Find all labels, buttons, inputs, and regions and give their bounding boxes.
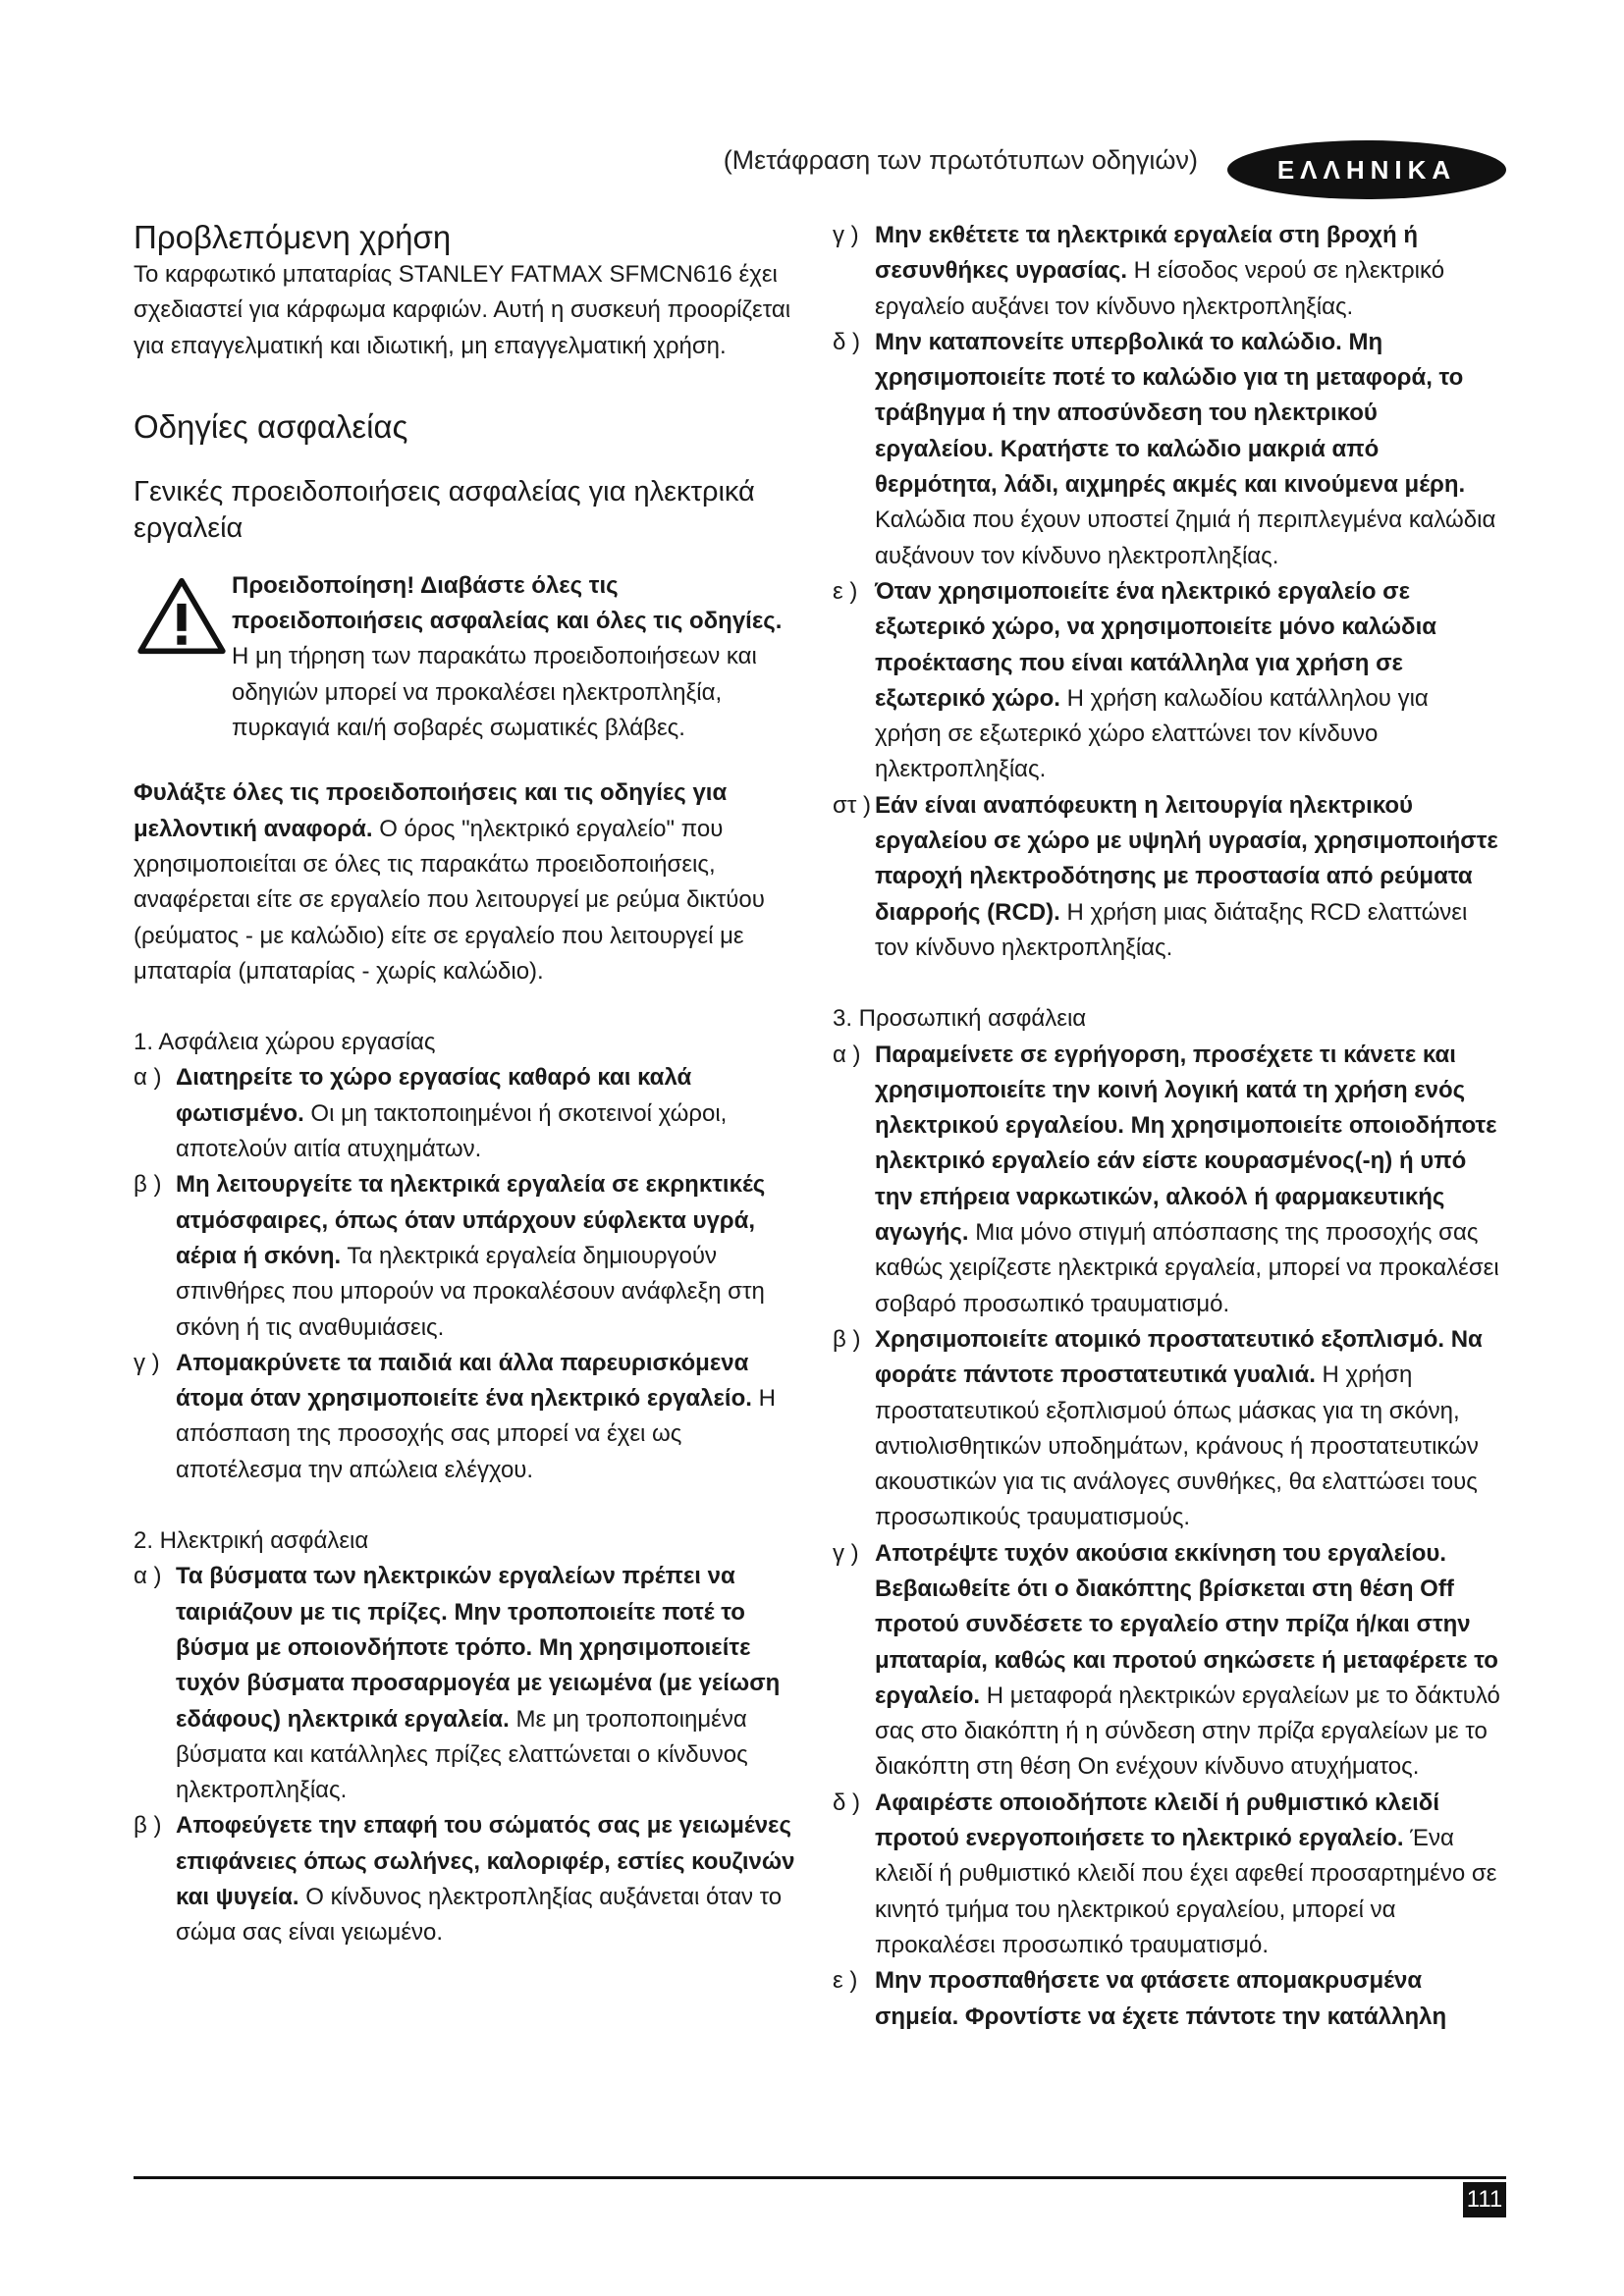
- list-item: [833, 1786, 1500, 1963]
- item-bold: Μην εκθέτετε τα ηλεκτρικά εργαλεία στη βροχή ή σεσυνθήκες υγρασίας.: [875, 222, 1418, 285]
- item-bold: Όταν χρησιμοποιείτε ένα ηλεκτρικό εργαλείο σε εξωτερικό χώρο, να χρησιμοποιείτε μόνο καλώδια προέκτασης που είναι κατάλληλα για χρήση σε εξωτερικό χώρο.: [875, 577, 1437, 712]
- list-item: [134, 1808, 801, 1950]
- item-bold: Παραμείνετε σε εγρήγορση, προσέχετε τι κάνετε και χρησιμοποιείτε την κοινή λογική κατά τη χρήση ενός ηλεκτρικού εργαλείου. Μη χρησιμοποιείτε οποιοδήποτε ηλεκτρικό εργαλείο εάν είστε κουρασμένος(-η) ή υπό την επήρεια ναρκωτικών, αλκοόλ ή φαρμακευτικής αγωγής.: [875, 1041, 1497, 1247]
- list-item: [833, 788, 1500, 966]
- warning-block: [134, 568, 801, 746]
- item-text: Οι μη τακτοποιημένοι ή σκοτεινοί χώροι, αποτελούν αιτία ατυχημάτων.: [176, 1099, 728, 1163]
- keep-instructions-text: Ο όρος "ηλεκτρικό εργαλείο" που χρησιμοποιείται σε όλες τις παρακάτω προειδοποιήσεις, αναφέρεται είτε σε εργαλείο που λειτουργεί με ρεύμα δικτύου (ρεύματος - με καλώδιο) είτε σε εργαλείο που λειτουργεί με μπαταρία (μπαταρίας - χωρίς καλώδιο).: [134, 815, 765, 985]
- section-personal-list: [833, 1038, 1500, 2035]
- left-column: [134, 218, 801, 1951]
- warning-triangle-icon: [134, 576, 230, 655]
- list-item: [134, 1167, 801, 1345]
- section-work-area-title: 1. Ασφάλεια χώρου εργασίας: [134, 1029, 436, 1056]
- item-label: γ ): [134, 1349, 160, 1376]
- item-label: ε ): [833, 1967, 858, 1995]
- right-column: [833, 218, 1500, 2035]
- intended-use-text: Το καρφωτικό μπαταρίας STANLEY FATMAX SFMCN616 έχει σχεδιαστεί για κάρφωμα καρφιών. Αυτή η συσκευή προορίζεται για επαγγελματική και ιδιωτική, μη επαγγελματική χρήση.: [134, 261, 791, 359]
- safety-title: Οδηγίες ασφαλείας: [134, 407, 408, 445]
- list-item: [833, 1322, 1500, 1536]
- item-text: Η χρήση καλωδίου κατάλληλου για χρήση σε εξωτερικό χώρο ελαττώνει τον κίνδυνο ηλεκτροπληξίας.: [875, 684, 1429, 783]
- item-text: Η είσοδος νερού σε ηλεκτρικό εργαλείο αυξάνει τον κίνδυνο ηλεκτροπληξίας.: [875, 257, 1445, 320]
- section-electrical-list-left: [134, 1559, 801, 1950]
- item-bold: Αφαιρέστε οποιοδήποτε κλειδί ή ρυθμιστικό κλειδί προτού ενεργοποιήσετε το ηλεκτρικό εργαλείο.: [875, 1789, 1440, 1852]
- item-bold: Εάν είναι αναπόφευκτη η λειτουργία ηλεκτρικού εργαλείου σε χώρο με υψηλή υγρασία, χρησιμοποιήστε παροχή ηλεκτροδότησης με προστασία από ρεύματα διαρροής (RCD).: [875, 791, 1498, 926]
- warning-text: Η μη τήρηση των παρακάτω προειδοποιήσεων και οδηγιών μπορεί να προκαλέσει ηλεκτροπληξία, πυρκαγιά και/ή σοβαρές σωματικές βλάβες.: [232, 643, 757, 742]
- list-item: [833, 1536, 1500, 1786]
- item-text: Η μεταφορά ηλεκτρικών εργαλείων με το δάκτυλό σας στο διακόπτη ή η σύνδεση στην πρίζα εργαλείων με το διακόπτη στη θέση On ενέχουν κίνδυνο ατυχήματος.: [875, 1682, 1500, 1781]
- item-text: Η απόσπαση της προσοχής σας μπορεί να έχει ως αποτέλεσμα την απώλεια ελέγχου.: [176, 1385, 776, 1483]
- keep-instructions-bold: Φυλάξτε όλες τις προειδοποιήσεις και τις οδηγίες για μελλοντική αναφορά.: [134, 779, 728, 842]
- section-electrical-list-right: [833, 218, 1500, 966]
- item-label: β ): [134, 1171, 162, 1199]
- item-text: Μια μόνο στιγμή απόσπασης της προσοχής σας καθώς χειρίζεστε ηλεκτρικά εργαλεία, μπορεί να προκαλέσει σοβαρό προσωπικό τραυματισμό.: [875, 1219, 1499, 1317]
- item-text: Με μη τροποποιημένα βύσματα και κατάλληλες πρίζες ελαττώνεται ο κίνδυνος ηλεκτροπληξίας.: [176, 1705, 748, 1804]
- list-item: [833, 1963, 1500, 2035]
- item-label: β ): [833, 1325, 861, 1353]
- list-item: [833, 574, 1500, 788]
- item-text: Ένα κλειδί ή ρυθμιστικό κλειδί που έχει αφεθεί προσαρτημένο σε κινητό τμήμα του ηλεκτρικού εργαλείου, μπορεί να προκαλέσει προσωπικό τραυματισμό.: [875, 1825, 1497, 1958]
- item-label: ε ): [833, 577, 858, 605]
- footer-divider: [134, 2176, 1506, 2179]
- list-item: [833, 218, 1500, 325]
- item-bold: Μη λειτουργείτε τα ηλεκτρικά εργαλεία σε εκρηκτικές ατμόσφαιρες, όπως όταν υπάρχουν εύφλεκτα υγρά, αέρια ή σκόνη.: [176, 1171, 766, 1269]
- item-text: Η χρήση προστατευτικού εξοπλισμού όπως μάσκας για τη σκόνη, αντιολισθητικών υποδημάτων, κράνους ή προστατευτικών ακουστικών για τις ανάλογες συνθήκες, θα ελαττώσει τους προσωπικούς τραυματισμούς.: [875, 1362, 1479, 1531]
- item-label: α ): [134, 1563, 162, 1590]
- page-number: 111: [1463, 2182, 1506, 2217]
- item-text: Καλώδια που έχουν υποστεί ζημιά ή περιπλεγμένα καλώδια αυξάνουν τον κίνδυνο ηλεκτροπληξίας.: [875, 507, 1496, 569]
- item-bold: Αποτρέψτε τυχόν ακούσια εκκίνηση του εργαλείου. Βεβαιωθείτε ότι ο διακόπτης βρίσκεται στη θέση Off προτού συνδέσετε το εργαλείο στην πρίζα ή/και στην μπαταρία, καθώς και προτού σηκώσετε ή μεταφέρετε το εργαλείο.: [875, 1539, 1498, 1709]
- list-item: [134, 1346, 801, 1488]
- warning-bold: Προειδοποίηση! Διαβάστε όλες τις προειδοποιήσεις ασφαλείας και όλες τις οδηγίες.: [232, 571, 783, 635]
- item-label: δ ): [833, 328, 861, 355]
- item-text: Ο κίνδυνος ηλεκτροπληξίας αυξάνεται όταν το σώμα σας είναι γειωμένο.: [176, 1883, 783, 1947]
- item-label: γ ): [833, 1539, 859, 1567]
- intended-use-title: Προβλεπόμενη χρήση: [134, 219, 452, 255]
- item-label: γ ): [833, 222, 859, 248]
- item-label: β ): [134, 1812, 162, 1840]
- keep-instructions-paragraph: [134, 775, 801, 989]
- warning-paragraph: [230, 568, 801, 746]
- item-bold: Τα βύσματα των ηλεκτρικών εργαλείων πρέπει να ταιριάζουν με τις πρίζες. Μην τροποποιείτε ποτέ το βύσμα με οποιονδήποτε τρόπο. Μη χρησιμοποιείτε τυχόν βύσματα προσαρμογέα με γειωμένα (με γείωση εδάφους) ηλεκτρικά εργαλεία.: [176, 1563, 781, 1733]
- translation-note: (Μετάφραση των πρωτότυπων οδηγιών): [723, 145, 1198, 175]
- item-bold: Διατηρείτε το χώρο εργασίας καθαρό και καλά φωτισμένο.: [176, 1064, 692, 1127]
- item-text: Η χρήση μιας διάταξης RCD ελαττώνει τον κίνδυνο ηλεκτροπληξίας.: [875, 898, 1468, 961]
- item-bold: Αποφεύγετε την επαφή του σώματός σας με γειωμένες επιφάνειες όπως σωλήνες, καλοριφέρ, εστίες κουζινών και ψυγεία.: [176, 1812, 795, 1910]
- section-personal-title: 3. Προσωπική ασφάλεια: [833, 1005, 1087, 1033]
- section-work-area-list: [134, 1060, 801, 1488]
- list-item: [833, 325, 1500, 574]
- list-item: [833, 1038, 1500, 1322]
- item-bold: Χρησιμοποιείτε ατομικό προστατευτικό εξοπλισμό. Να φοράτε πάντοτε προστατευτικά γυαλιά.: [875, 1325, 1483, 1389]
- list-item: [134, 1060, 801, 1167]
- item-text: Τα ηλεκτρικά εργαλεία δημιουργούν σπινθήρες που μπορούν να προκαλέσουν ανάφλεξη στη σκόνη ή τις αναθυμιάσεις.: [176, 1242, 765, 1341]
- item-bold: Μην προσπαθήσετε να φτάσετε απομακρυσμένα σημεία. Φροντίστε να έχετε πάντοτε την κατάλληλη: [875, 1967, 1447, 2030]
- item-label: δ ): [833, 1789, 861, 1816]
- section-electrical-title: 2. Ηλεκτρική ασφάλεια: [134, 1527, 369, 1555]
- list-item: [134, 1559, 801, 1808]
- item-bold: Απομακρύνετε τα παιδιά και άλλα παρευρισκόμενα άτομα όταν χρησιμοποιείτε ένα ηλεκτρικό εργαλείο.: [176, 1349, 752, 1413]
- item-label: α ): [833, 1041, 861, 1068]
- item-bold: Μην καταπονείτε υπερβολικά το καλώδιο. Μη χρησιμοποιείτε ποτέ το καλώδιο για τη μεταφορά, το τράβηγμα ή την αποσύνδεση του ηλεκτρικού εργαλείου. Κρατήστε το καλώδιο μακριά από θερμότητα, λάδι, αιχμηρές ακμές και κινούμενα μέρη.: [875, 328, 1466, 499]
- item-label: στ ): [833, 791, 871, 819]
- language-badge: ΕΛΛΗΝΙΚΑ: [1227, 140, 1506, 199]
- general-warnings-title: Γενικές προειδοποιήσεις ασφαλείας για ηλεκτρικά εργαλεία: [134, 475, 755, 544]
- item-label: α ): [134, 1064, 162, 1092]
